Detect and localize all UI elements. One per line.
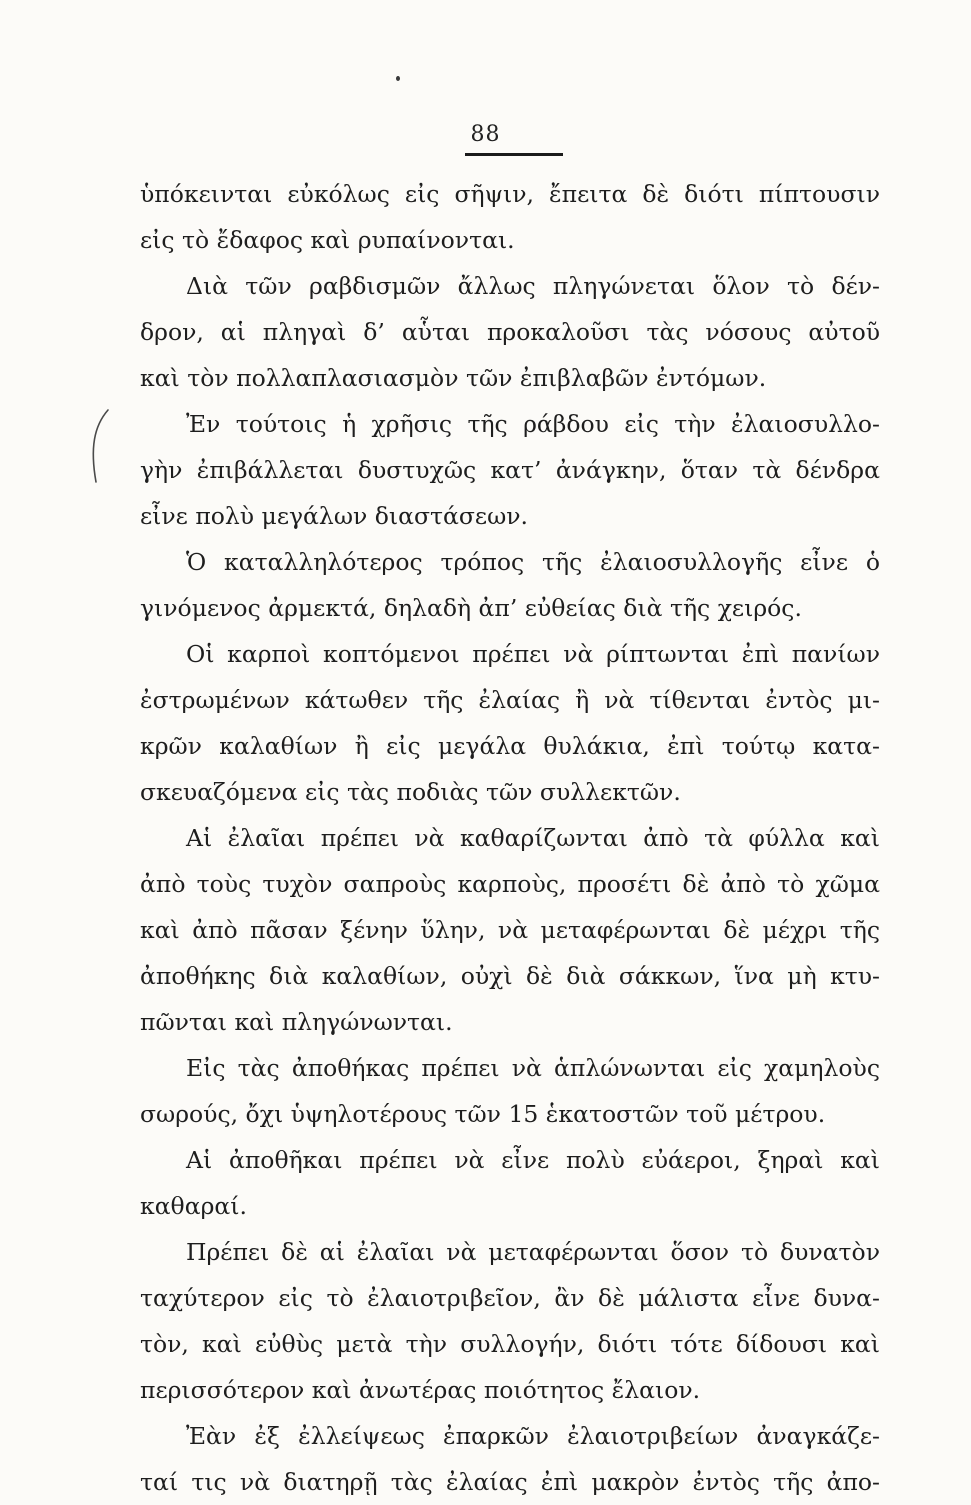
text-line: γινόμενος ἀρμεκτά, δηλαδὴ ἀπ’ εὐθείας διὰ τῆς χειρός.: [140, 594, 802, 622]
text-line: ἐστρωμένων κάτωθεν τῆς ἐλαίας ἢ νὰ τίθενται ἐντὸς μι-: [140, 686, 880, 714]
body-text: [140, 171, 880, 1505]
text-line: ἀποθήκης διὰ καλαθίων, οὐχὶ δὲ διὰ σάκκων, ἵνα μὴ κτυ-: [140, 962, 880, 990]
text-line: Αἱ ἀποθῆκαι πρέπει νὰ εἶνε πολὺ εὐάεροι, ξηραὶ καὶ: [186, 1146, 880, 1174]
text-line: Εἰς τὰς ἀποθήκας πρέπει νὰ ἁπλώνωνται εἰς χαμηλοὺς: [186, 1054, 880, 1082]
text-line: δρον, αἱ πληγαὶ δ’ αὗται προκαλοῦσι τὰς νόσους αὐτοῦ: [140, 318, 880, 346]
text-line: ταί τις νὰ διατηρῇ τὰς ἐλαίας ἐπὶ μακρὸν ἐντὸς τῆς ἀπο-: [140, 1468, 880, 1496]
text-line: Οἱ καρποὶ κοπτόμενοι πρέπει νὰ ρίπτωνται ἐπὶ πανίων: [186, 640, 880, 668]
text-line: Ἐὰν ἐξ ἐλλείψεως ἐπαρκῶν ἐλαιοτριβείων ἀναγκάζε-: [186, 1422, 880, 1450]
text-line: εἰς τὸ ἔδαφος καὶ ρυπαίνονται.: [140, 226, 515, 254]
text-line: Ὁ καταλληλότερος τρόπος τῆς ἐλαιοσυλλογῆς εἶνε ὁ: [186, 548, 880, 576]
margin-bracket-mark: [84, 408, 114, 484]
text-line: ὑπόκεινται εὐκόλως εἰς σῆψιν, ἔπειτα δὲ διότι πίπτουσιν: [140, 180, 880, 208]
text-line: τὸν, καὶ εὐθὺς μετὰ τὴν συλλογήν, διότι τότε δίδουσι καὶ: [140, 1330, 880, 1358]
text-line: εἶνε πολὺ μεγάλων διαστάσεων.: [140, 502, 529, 530]
text-line: γὴν ἐπιβάλλεται δυστυχῶς κατ’ ἀνάγκην, ὅταν τὰ δένδρα: [140, 456, 880, 484]
text-line: Αἱ ἐλαῖαι πρέπει νὰ καθαρίζωνται ἀπὸ τὰ φύλλα καὶ: [186, 824, 880, 852]
ink-speck: [396, 76, 400, 81]
text-line: καθαραί.: [140, 1192, 247, 1220]
text-line: Διὰ τῶν ραβδισμῶν ἄλλως πληγώνεται ὅλον τὸ δέν-: [186, 272, 880, 300]
text-line: ἀπὸ τοὺς τυχὸν σαπροὺς καρποὺς, προσέτι δὲ ἀπὸ τὸ χῶμα: [140, 870, 880, 898]
text-line: καὶ ἀπὸ πᾶσαν ξένην ὕλην, νὰ μεταφέρωνται δὲ μέχρι τῆς: [140, 916, 880, 944]
text-line: κρῶν καλαθίων ἢ εἰς μεγάλα θυλάκια, ἐπὶ τούτῳ κατα-: [140, 732, 880, 760]
text-line: σκευαζόμενα εἰς τὰς ποδιὰς τῶν συλλεκτῶν.: [140, 778, 681, 806]
text-line: πῶνται καὶ πληγώνωνται.: [140, 1008, 453, 1036]
text-line: ταχύτερον εἰς τὸ ἐλαιοτριβεῖον, ἂν δὲ μάλιστα εἶνε δυνα-: [140, 1284, 880, 1312]
page-number: 88: [470, 122, 501, 147]
text-line: Ἐν τούτοις ἡ χρῆσις τῆς ράβδου εἰς τὴν ἐλαιοσυλλο-: [186, 410, 880, 438]
text-line: καὶ τὸν πολλαπλασιασμὸν τῶν ἐπιβλαβῶν ἐντόμων.: [140, 364, 767, 392]
text-line: Πρέπει δὲ αἱ ἐλαῖαι νὰ μεταφέρωνται ὅσον τὸ δυνατὸν: [186, 1238, 880, 1266]
text-line: σωρούς, ὄχι ὑψηλοτέρους τῶν 15 ἑκατοστῶν τοῦ μέτρου.: [140, 1100, 826, 1128]
text-line: περισσότερον καὶ ἀνωτέρας ποιότητος ἔλαιον.: [140, 1376, 701, 1404]
header-rule: [465, 153, 563, 156]
